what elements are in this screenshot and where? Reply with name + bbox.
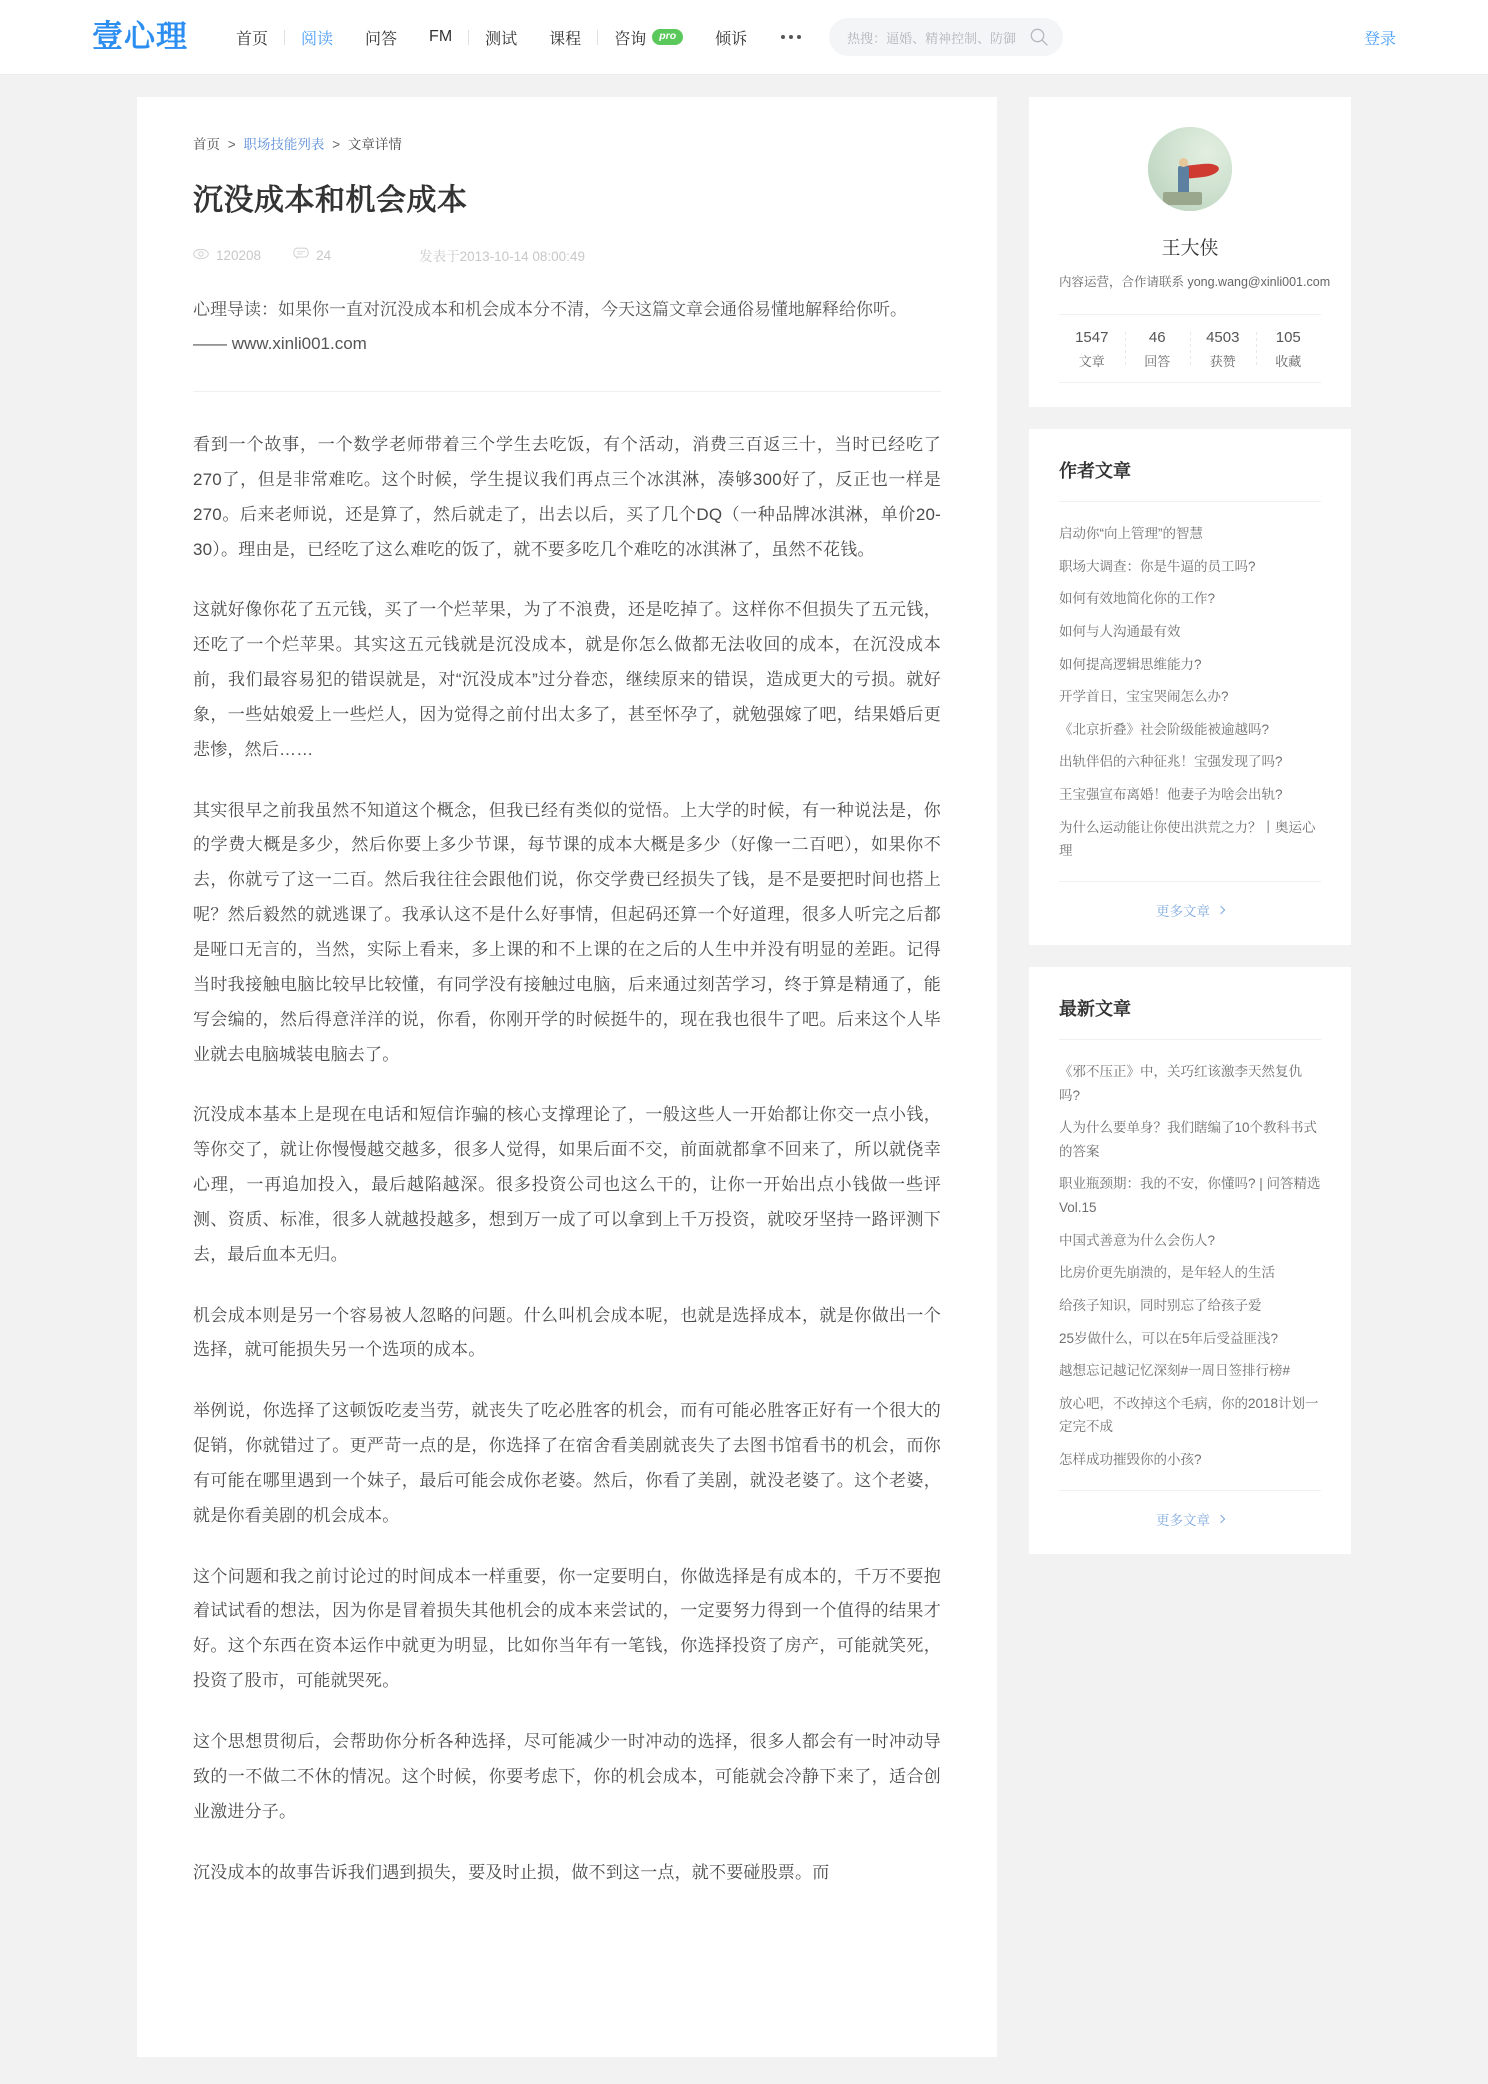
author-stat-value: 1547 xyxy=(1075,329,1109,346)
latest-articles-more-row xyxy=(1059,1490,1321,1530)
list-item[interactable]: 中国式善意为什么会伤人? xyxy=(1059,1232,1216,1248)
list-item[interactable]: 越想忘记越记忆深刻#一周日签排行榜# xyxy=(1059,1363,1291,1379)
nav-item-label: 倾诉 xyxy=(715,30,748,48)
sidebar xyxy=(1029,97,1351,1576)
pro-badge: pro xyxy=(652,29,683,45)
breadcrumb xyxy=(193,133,941,153)
author-bio: 内容运营，合作请联系 yong.wang@xinli001.com xyxy=(1059,275,1331,289)
article-paragraph: 这就好像你花了五元钱，买了一个烂苹果，为了不浪费，还是吃掉了。这样你不但损失了五元钱，还吃了一个烂苹果。其实这五元钱就是沉没成本，就是你怎么做都无法收回的成本，在沉没成本前，我们最容易犯的错误就是，对“沉没成本”过分眷恋，继续原来的错误，造成更大的亏损。就好象，一些姑娘爱上一些烂人，因为觉得之前付出太多了，甚至怀孕了，就勉强嫁了吧，结果婚后更悲惨，然后…… xyxy=(193,600,941,759)
list-item[interactable]: 启动你“向上管理”的智慧 xyxy=(1059,526,1203,541)
article-paragraph: 沉没成本基本上是现在电话和短信诈骗的核心支撑理论了，一般这些人一开始都让你交一点小钱，等你交了，就让你慢慢越交越多，很多人觉得，如果后面不交，前面就都拿不回来了，所以就侥幸心理，一再追加投入，最后越陷越深。很多投资公司也这么干的，让你一开始出点小钱做一些评测、资质、标准，很多人就越投越多，想到万一成了可以拿到上千万投资，就咬牙坚持一路评测下去，最后血本无归。 xyxy=(193,1105,941,1264)
chevron-right-icon xyxy=(1217,1514,1225,1522)
author-articles-more-row xyxy=(1059,881,1321,921)
author-stat-value: 46 xyxy=(1148,329,1166,346)
comment-count xyxy=(293,247,331,263)
author-stats xyxy=(1059,314,1321,383)
breadcrumb-separator-1: > xyxy=(227,137,236,152)
nav-item-3[interactable] xyxy=(413,28,468,46)
list-item[interactable]: 《北京折叠》社会阶级能被逾越吗? xyxy=(1059,721,1270,737)
article-paragraph: 其实很早之前我虽然不知道这个概念，但我已经有类似的觉悟。上大学的时候，有一种说法是，你的学费大概是多少，然后你要上多少节课，每节课的成本大概是多少（好像一二百吧），如果你不去，你就亏了这一二百。然后我往往会跟他们说，你交学费已经损失了钱，是不是要把时间也搭上呢？然后毅然的就逃课了。我承认这不是什么好事情，但起码还算一个好道理，很多人听完之后都是哑口无言的，当然，实际上看来，多上课的和不上课的在之后的人生中并没有明显的差距。记得当时我接触电脑比较早比较懂，有同学没有接触过电脑，后来通过刻苦学习，终于算是精通了，能写会编的，然后得意洋洋的说，你看，你刚开学的时候挺牛的，现在我也很牛了吧。后来这个人毕业就去电脑城装电脑去了。 xyxy=(193,800,941,1064)
author-stat-label: 回答 xyxy=(1144,354,1171,369)
author-articles-card xyxy=(1029,429,1351,945)
search-icon[interactable] xyxy=(1029,27,1049,47)
author-articles-title: 作者文章 xyxy=(1059,457,1321,502)
latest-articles-more-link[interactable] xyxy=(1156,1509,1224,1529)
search-input[interactable]: 热搜：逼婚、精神控制、防御 xyxy=(847,30,1017,46)
article-body xyxy=(193,400,941,1890)
list-item[interactable]: 开学首日，宝宝哭闹怎么办? xyxy=(1059,689,1229,705)
author-stat-value: 105 xyxy=(1275,329,1301,346)
author-articles-more-label: 更多文章 xyxy=(1156,903,1210,919)
list-item[interactable]: 放心吧，不改掉这个毛病，你的2018计划一定完不成 xyxy=(1059,1395,1319,1435)
list-item[interactable]: 如何提高逻辑思维能力? xyxy=(1059,656,1202,672)
breadcrumb-category[interactable]: 职场技能列表 xyxy=(243,137,325,152)
breadcrumb-home[interactable]: 首页 xyxy=(193,137,220,152)
nav-item-label: 测试 xyxy=(485,30,518,48)
article-container xyxy=(137,97,997,2057)
nav-item-label: 阅读 xyxy=(301,30,334,48)
article-paragraph: 这个思想贯彻后，会帮助你分析各种选择，尽可能减少一时冲动的选择，很多人都会有一时冲动导致的一不做二不休的情况。这个时候，你要考虑下，你的机会成本，可能就会冷静下来了，适合创业激进分子。 xyxy=(193,1732,941,1821)
nav-item-label: 首页 xyxy=(236,30,269,48)
site-logo[interactable]: 壹心理 xyxy=(92,18,188,55)
article-paragraph: 看到一个故事，一个数学老师带着三个学生去吃饭，有个活动，消费三百返三十，当时已经吃了270了，但是非常难吃。这个时候，学生提议我们再点三个冰淇淋，凑够300好了，反正也一样是270。后来老师说，还是算了，然后就走了，出去以后，买了几个DQ（一种品牌冰淇淋，单价20-30）。理由是，已经吃了这么难吃的饭了，就不要多吃几个难吃的冰淇淋了，虽然不花钱。 xyxy=(193,435,941,559)
list-item[interactable]: 为什么运动能让你使出洪荒之力？丨奥运心理 xyxy=(1059,819,1316,859)
author-card xyxy=(1029,97,1351,407)
nav-item-label: 课程 xyxy=(549,30,582,48)
comment-count-value: 24 xyxy=(316,247,332,263)
breadcrumb-separator-2: > xyxy=(332,137,341,152)
article-paragraph: 举例说，你选择了这顿饭吃麦当劳，就丧失了吃必胜客的机会，而有可能必胜客正好有一个很大的促销，你就错过了。更严苛一点的是，你选择了在宿舍看美剧就丧失了去图书馆看书的机会，而你有可能在哪里遇到一个妹子，最后可能会成你老婆。然后，你看了美剧，就没老婆了。这个老婆，就是你看美剧的机会成本。 xyxy=(193,1401,941,1525)
latest-articles-more-label: 更多文章 xyxy=(1156,1512,1210,1528)
author-stat xyxy=(1125,329,1191,370)
article-paragraph: 沉没成本的故事告诉我们遇到损失，要及时止损，做不到这一点，就不要碰股票。而 xyxy=(193,1862,830,1882)
nav-item-7[interactable] xyxy=(699,26,763,49)
page-title: 沉没成本和机会成本 xyxy=(193,184,468,217)
nav-item-2[interactable] xyxy=(349,26,413,49)
nav-item-label: 咨询 xyxy=(614,30,647,48)
avatar[interactable] xyxy=(1148,127,1232,211)
list-item[interactable]: 王宝强宣布离婚！他妻子为啥会出轨? xyxy=(1059,787,1283,802)
site-header xyxy=(0,0,1488,75)
comment-icon xyxy=(293,247,316,263)
nav-item-0[interactable] xyxy=(220,26,284,49)
author-articles-more-link[interactable] xyxy=(1156,900,1224,920)
list-item[interactable]: 25岁做什么，可以在5年后受益匪浅? xyxy=(1059,1330,1279,1346)
main-navigation xyxy=(220,26,763,49)
article-paragraph: 机会成本则是另一个容易被人忽略的问题。什么叫机会成本呢，也就是选择成本，就是你做出一个选择，就可能损失另一个选项的成本。 xyxy=(193,1305,941,1360)
view-count xyxy=(193,248,261,263)
list-item[interactable]: 给孩子知识，同时别忘了给孩子爱 xyxy=(1059,1297,1262,1313)
chevron-right-icon xyxy=(1217,906,1225,914)
nav-item-label: FM xyxy=(429,28,453,45)
author-stat-label: 获赞 xyxy=(1209,354,1236,369)
more-nav-icon[interactable] xyxy=(763,35,819,39)
eye-icon xyxy=(193,248,216,263)
list-item[interactable]: 人为什么要单身？我们瞎编了10个教科书式的答案 xyxy=(1059,1120,1318,1159)
search-box[interactable] xyxy=(829,18,1063,56)
breadcrumb-current: 文章详情 xyxy=(347,137,402,152)
list-item[interactable]: 出轨伴侣的六种征兆！宝强发现了吗? xyxy=(1059,754,1283,770)
author-name[interactable]: 王大侠 xyxy=(1161,238,1219,259)
latest-articles-list xyxy=(1059,1060,1321,1472)
nav-item-label: 问答 xyxy=(365,30,398,48)
latest-articles-title: 最新文章 xyxy=(1059,995,1321,1040)
author-stat xyxy=(1190,329,1256,370)
author-articles-list xyxy=(1059,522,1321,863)
author-stat-label: 文章 xyxy=(1078,354,1105,369)
nav-item-5[interactable] xyxy=(533,26,597,49)
nav-item-1[interactable] xyxy=(285,26,349,49)
list-item[interactable]: 比房价更先崩溃的，是年轻人的生活 xyxy=(1059,1265,1275,1281)
page-body xyxy=(0,75,1488,2057)
list-item[interactable]: 《邪不压正》中，关巧红该激李天然复仇吗? xyxy=(1059,1063,1302,1103)
article-paragraph: 这个问题和我之前讨论过的时间成本一样重要，你一定要明白，你做选择是有成本的，千万不要抱着试试看的想法，因为你是冒着损失其他机会的成本来尝试的，一定要努力得到一个值得的结果才好。这个东西在资本运作中就更为明显，比如你当年有一笔钱，你选择投资了房产，可能就笑死，投资了股市，可能就哭死。 xyxy=(193,1566,941,1691)
author-stat xyxy=(1059,329,1125,370)
login-link[interactable]: 登录 xyxy=(1363,30,1396,48)
list-item[interactable]: 职业瓶颈期：我的不安，你懂吗? | 问答精选Vol.15 xyxy=(1059,1176,1321,1215)
list-item[interactable]: 怎样成功摧毁你的小孩? xyxy=(1059,1452,1202,1467)
list-item[interactable]: 职场大调查：你是牛逼的员工吗? xyxy=(1059,558,1256,574)
publish-date: 发表于2013-10-14 08:00:49 xyxy=(419,249,585,264)
author-stat-value: 4503 xyxy=(1206,329,1240,346)
nav-item-4[interactable] xyxy=(469,26,533,49)
author-stat xyxy=(1256,329,1322,370)
list-item[interactable]: 如何有效地简化你的工作? xyxy=(1059,591,1216,607)
view-count-value: 120208 xyxy=(216,247,262,263)
list-item[interactable]: 如何与人沟通最有效 xyxy=(1059,623,1181,639)
author-stat-label: 收藏 xyxy=(1275,354,1302,369)
article-meta xyxy=(193,245,941,265)
nav-item-6[interactable] xyxy=(598,26,699,49)
latest-articles-card xyxy=(1029,967,1351,1554)
article-lead: 心理导读：如果你一直对沉没成本和机会成本分不清，今天这篇文章会通俗易懂地解释给你听。 —— www.xinli001.com xyxy=(193,293,941,392)
